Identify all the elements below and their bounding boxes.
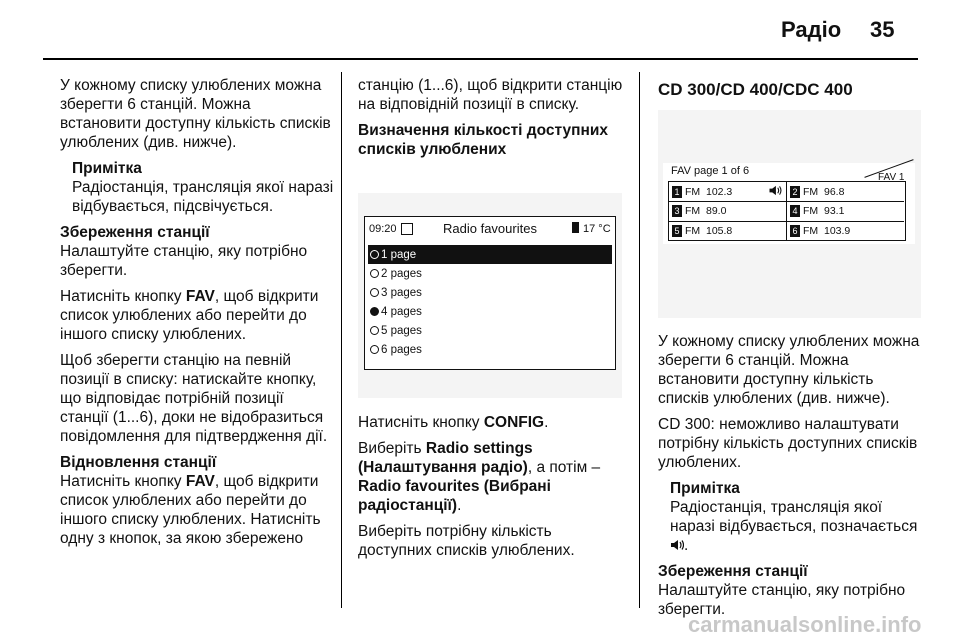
column-1 [60, 76, 335, 555]
radio-empty-icon [370, 326, 379, 335]
option-label: 2 pages [381, 267, 422, 280]
preset-number: 2 [790, 186, 800, 198]
note-text: Радіостанція, трансляція якої наразі відбувається, підсвічується. [72, 179, 334, 215]
paragraph: Налаштуйте станцію, яку потрібно зберегти. [60, 243, 308, 279]
paragraph: Налаштуйте станцію, яку потрібно зберегти. [658, 582, 906, 618]
page-number: 35 [870, 17, 895, 42]
fav-tag: FAV 1 [878, 172, 905, 183]
station-preset[interactable] [669, 202, 787, 222]
section-heading: Визначення кількості доступних списків улюблених [358, 122, 608, 158]
column-3 [658, 332, 928, 626]
screen-title: Radio favourites [443, 221, 537, 236]
paragraph: Натисніть кнопку CONFIG. [358, 414, 549, 431]
radio-empty-icon [370, 250, 379, 259]
favourites-page-option[interactable] [368, 264, 612, 283]
speaker-icon [670, 539, 684, 551]
nav-icon [401, 223, 413, 235]
note-heading: Примітка [72, 160, 142, 177]
screenshot-figure [658, 110, 921, 318]
section-heading: Збереження станції [60, 224, 210, 241]
fav-button-label: FAV [185, 288, 215, 305]
radio-favourites-screen [364, 216, 616, 370]
thermometer-icon [572, 222, 579, 233]
menu-path-radio-favourites: Radio favourites (Вибрані радіостанції) [358, 478, 551, 514]
favourites-page-option[interactable] [368, 321, 612, 340]
option-label: 6 pages [381, 343, 422, 356]
screenshot-figure [358, 193, 622, 398]
speaker-icon [768, 185, 782, 199]
preset-number: 4 [790, 205, 800, 217]
station-preset[interactable] [787, 221, 904, 240]
temperature: 17 °C [583, 223, 611, 235]
preset-frequency: FM 96.8 [803, 185, 845, 198]
paragraph: У кожному списку улюблених можна зберегти 6 станцій. Можна встановити доступну кількість списків улюблених (див. нижче). [60, 77, 331, 151]
preset-number: 6 [790, 225, 800, 237]
paragraph: Виберіть потрібну кількість доступних списків улюблених. [358, 523, 575, 559]
header-rule [43, 58, 918, 60]
favourites-page-option[interactable] [368, 340, 612, 359]
preset-frequency: FM 93.1 [803, 205, 845, 217]
fav-page-title: FAV page 1 of 6 [671, 165, 750, 177]
column-separator [639, 72, 640, 608]
station-preset[interactable] [787, 202, 904, 222]
station-preset[interactable] [669, 182, 787, 202]
fav-button-label: FAV [185, 473, 215, 490]
paragraph: У кожному списку улюблених можна зберегти 6 станцій. Можна встановити доступну кількість списків улюблених (див. нижче). [658, 333, 920, 407]
fav-display-screen [663, 163, 915, 244]
column-2-lower [358, 413, 628, 567]
favourites-page-list [368, 245, 612, 359]
config-button-label: CONFIG [483, 414, 545, 431]
paragraph: Натисніть кнопку FAV, щоб відкрити список улюблених або перейти до іншого списку улюблених. Натисніть одну з кнопок, за якою збережено [60, 473, 321, 547]
paragraph: Виберіть Radio settings (Налаштування радіо), а потім – Radio favourites (Вибрані радіостанції). [358, 440, 601, 514]
column-separator [341, 72, 342, 608]
column-2 [358, 76, 628, 159]
note-text: Радіостанція, трансляція якої наразі відбувається, позначається . [670, 499, 918, 554]
option-label: 5 pages [381, 324, 422, 337]
station-grid [668, 181, 906, 241]
favourites-page-option[interactable] [368, 245, 612, 264]
favourites-page-option[interactable] [368, 283, 612, 302]
favourites-page-option[interactable] [368, 302, 612, 321]
option-label: 3 pages [381, 286, 422, 299]
radio-empty-icon [370, 288, 379, 297]
note-heading: Примітка [670, 480, 740, 497]
note-box [60, 159, 335, 216]
option-label: 1 page [381, 248, 417, 261]
section-heading: Відновлення станції [60, 454, 217, 471]
radio-empty-icon [370, 345, 379, 354]
paragraph: CD 300: неможливо налаштувати потрібну кількість доступних списків улюблених. [658, 416, 918, 471]
radio-selected-icon [370, 307, 379, 316]
preset-number: 5 [672, 225, 682, 237]
note-box [658, 479, 928, 555]
station-preset[interactable] [787, 182, 904, 202]
preset-number: 3 [672, 205, 682, 217]
paragraph: Натисніть кнопку FAV, щоб відкрити список улюблених або перейти до іншого списку улюблених. [60, 288, 319, 343]
menu-path-radio-settings: Radio settings (Налаштування радіо) [358, 440, 533, 476]
paragraph: Щоб зберегти станцію на певній позиції в списку: натискайте кнопку, що відповідає потрібній позиції станції (1...6), доки не відобразиться повідомлення для підтвердження дії. [60, 352, 328, 445]
option-label: 4 pages [381, 305, 422, 318]
preset-number: 1 [672, 186, 682, 198]
section-heading: Збереження станції [658, 563, 808, 580]
preset-frequency: FM 102.3 [685, 185, 733, 198]
running-header-title: Радіо [781, 17, 842, 42]
paragraph: станцію (1...6), щоб відкрити станцію на відповідній позиції в списку. [358, 77, 623, 113]
radio-empty-icon [370, 269, 379, 278]
clock: 09:20 [369, 223, 397, 235]
section-title: CD 300/CD 400/CDC 400 [658, 80, 853, 99]
preset-frequency: FM 105.8 [685, 224, 733, 237]
preset-frequency: FM 89.0 [685, 205, 727, 217]
watermark: carmanualsonline.info [688, 612, 922, 637]
preset-frequency: FM 103.9 [803, 224, 851, 237]
station-preset[interactable] [669, 221, 787, 240]
